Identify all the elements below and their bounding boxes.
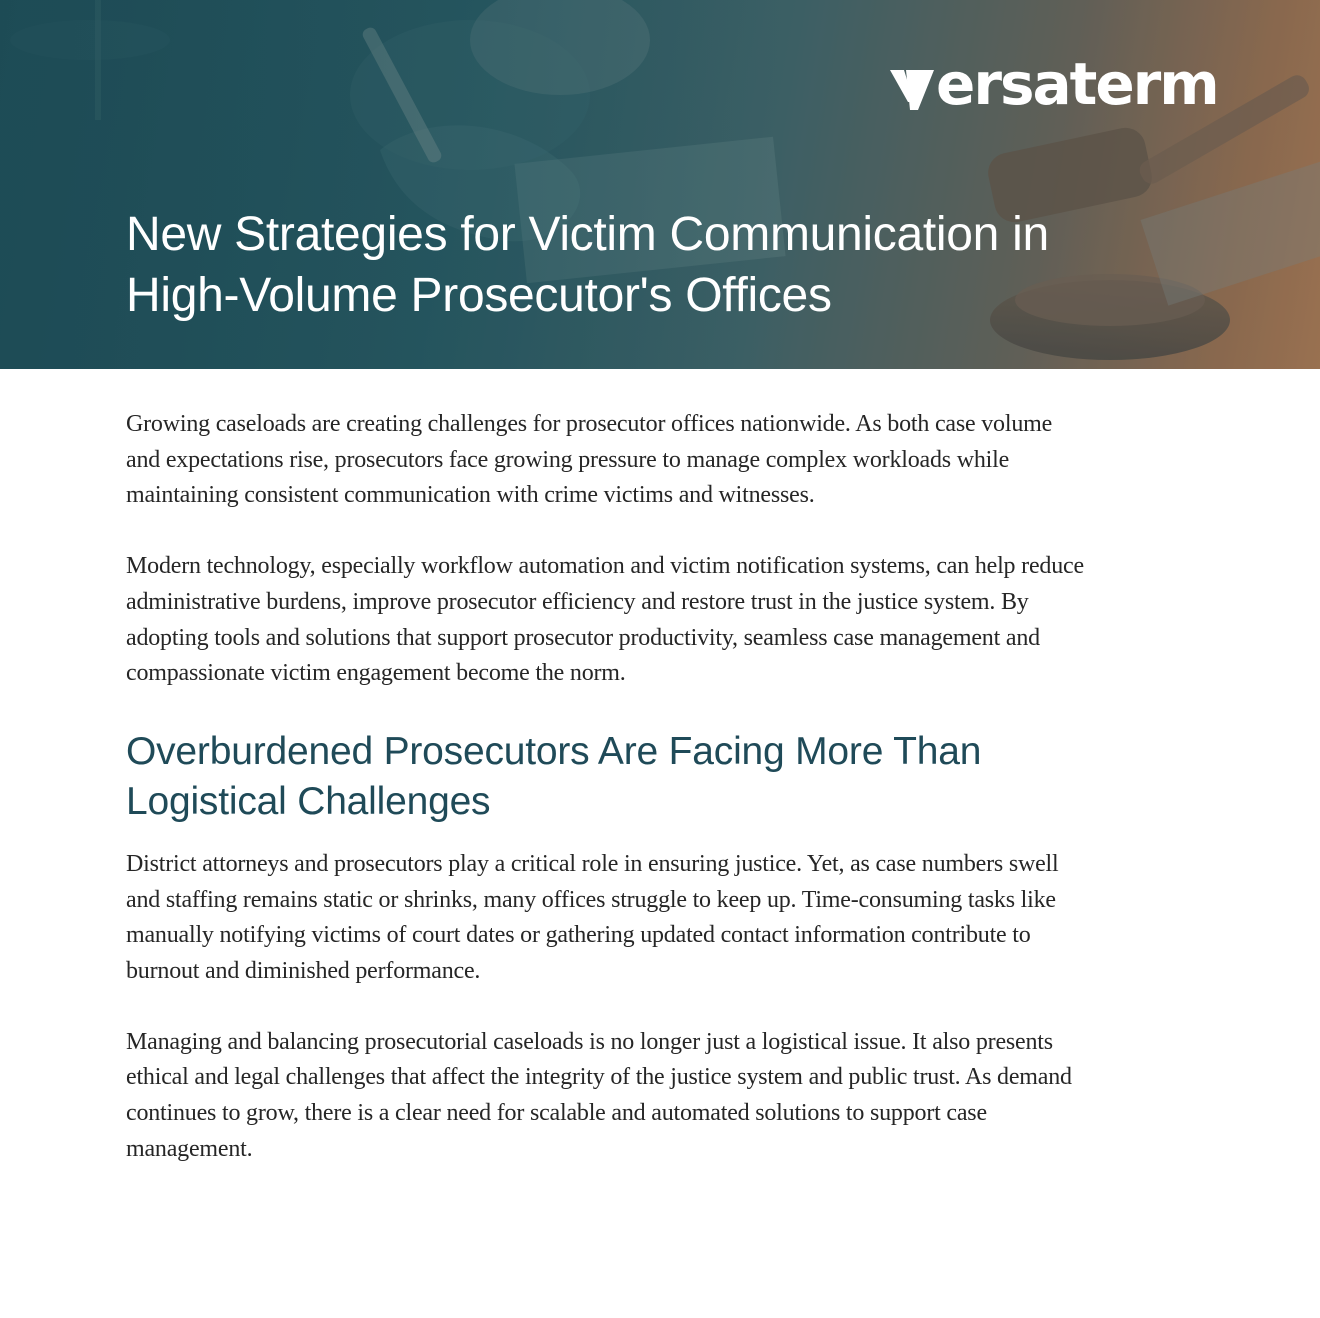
text-line: ethical and legal challenges that affect the integrity of the justice system and public trust. As demand [126,1064,1072,1091]
section-heading-line: Logistical Challenges [126,779,491,823]
text-line: District attorneys and prosecutors play a critical role in ensuring justice. Yet, as case numbers swell [126,850,1059,877]
logo-wordmark: ersaterm [936,50,1218,118]
page-title-line: High-Volume Prosecutor's Offices [126,269,832,322]
hero-banner [0,0,1320,369]
section-heading-line: Overburdened Prosecutors Are Facing More Than [126,729,982,773]
text-line: and staffing remains static or shrinks, many offices struggle to keep up. Time-consuming tasks like [126,886,1056,913]
text-line: continues to grow, there is a clear need for scalable and automated solutions to support case [126,1100,987,1127]
text-line: manually notifying victims of court dates or gathering updated contact information contribute to [126,922,1031,949]
text-line: Growing caseloads are creating challenges for prosecutor offices nationwide. As both case volume [126,411,1053,437]
text-line: management. [126,1135,253,1162]
text-line: and expectations rise, prosecutors face growing pressure to manage complex workloads while [126,446,1010,473]
text-line: maintaining consistent communication with crime victims and witnesses. [126,482,815,509]
intro-paragraph [126,549,1196,692]
text-line: adopting tools and solutions that support prosecutor productivity, seamless case management and [126,624,1040,651]
text-line: Managing and balancing prosecutorial caseloads is no longer just a logistical issue. It also presents [126,1028,1053,1055]
text-line: administrative burdens, improve prosecutor efficiency and restore trust in the justice system. By [126,588,1029,615]
page-title-line: New Strategies for Victim Communication in [126,208,1049,261]
text-line: Modern technology, especially workflow automation and victim notification systems, can help reduce [126,553,1084,580]
article-body [126,407,1196,1203]
section-paragraph [126,1025,1196,1168]
text-line: burnout and diminished performance. [126,958,481,985]
section-paragraph [126,847,1196,990]
versaterm-logo [888,52,1218,116]
section-heading [126,727,1196,827]
text-line: compassionate victim engagement become the norm. [126,660,626,687]
versaterm-v-mark-icon [888,52,936,116]
intro-paragraph [126,407,1196,514]
page-title [126,204,1226,326]
